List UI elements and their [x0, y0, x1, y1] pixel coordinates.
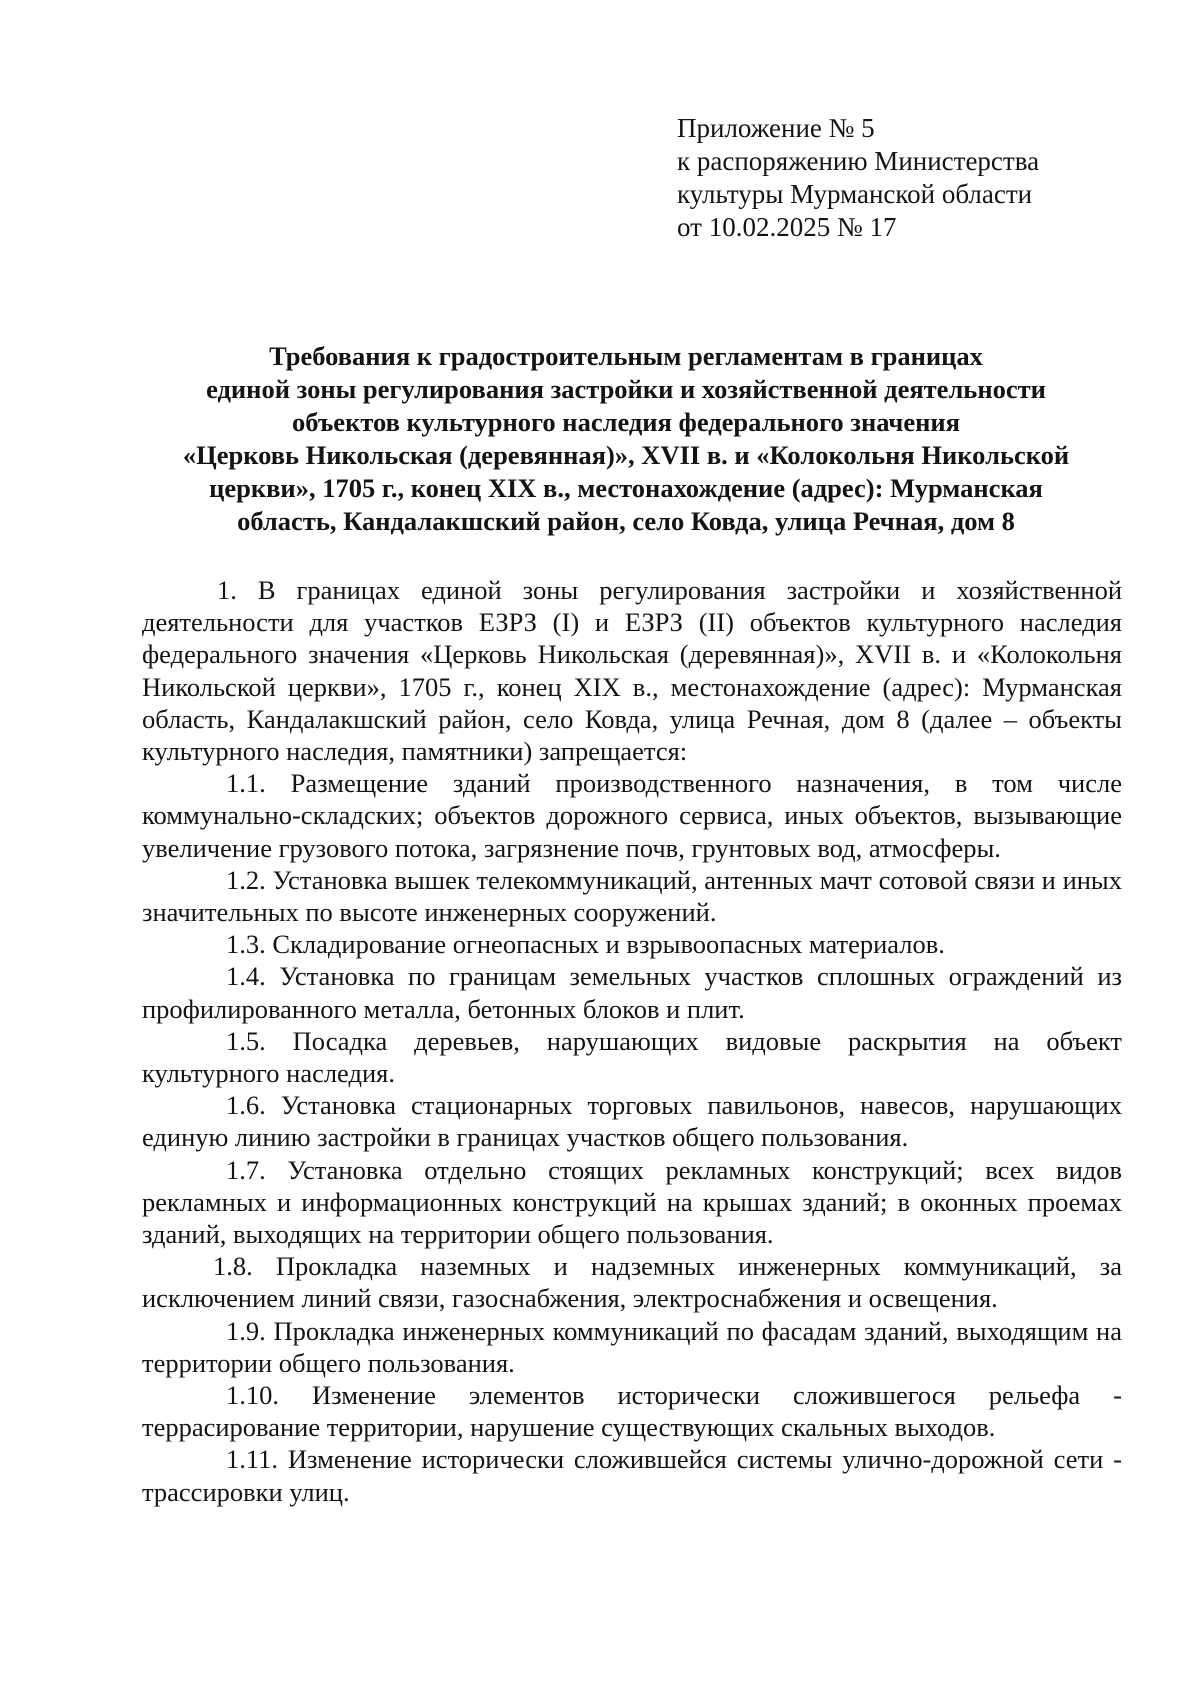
title-line: церкви», 1705 г., конец XIX в., местонахождение (адрес): Мурманская [209, 473, 1043, 503]
paragraph-1-2: 1.2. Установка вышек телекоммуникаций, антенных мачт сотовой связи и иных значительных по высоте инженерных сооружений. [142, 864, 1122, 928]
title-line: область, Кандалакшский район, село Ковда, улица Речная, дом 8 [237, 506, 1015, 536]
paragraph-1-8: 1.8. Прокладка наземных и надземных инженерных коммуникаций, за исключением линий связи, газоснабжения, электроснабжения и освещения. [142, 1251, 1122, 1314]
paragraph-1-4: 1.4. Установка по границам земельных участков сплошных ограждений из профилированного металла, бетонных блоков и плит. [142, 961, 1122, 1024]
paragraph-1-10: 1.10. Изменение элементов исторически сложившегося рельефа - террасирование территории, нарушение существующих скальных выходов. [142, 1380, 1122, 1443]
paragraph-1-9: 1.9. Прокладка инженерных коммуникаций по фасадам зданий, выходящим на территории общего пользования. [142, 1315, 1122, 1378]
title-line: единой зоны регулирования застройки и хозяйственной деятельности [206, 374, 1046, 404]
paragraph-1-1: 1.1. Размещение зданий производственного назначения, в том числе коммунально-складских; объектов дорожного сервиса, иных объектов, вызывающие увеличение грузового потока, загрязнение почв, грунтовых вод, атмосферы. [142, 768, 1122, 863]
paragraph-1-5: 1.5. Посадка деревьев, нарушающих видовые раскрытия на объект культурного наследия. [142, 1025, 1122, 1089]
annex-header [677, 112, 1039, 244]
annex-date-number: от 10.02.2025 № 17 [677, 212, 897, 242]
paragraph-1-3: 1.3. Складирование огнеопасных и взрывоопасных материалов. [226, 929, 945, 960]
paragraph-1-6: 1.6. Установка стационарных торговых павильонов, навесов, нарушающих единую линию застройки в границах участков общего пользования. [142, 1090, 1122, 1153]
document-body [142, 574, 1122, 1508]
title-line: объектов культурного наследия федерального значения [292, 407, 960, 437]
paragraph-1-11: 1.11. Изменение исторически сложившейся системы улично-дорожной сети - трассировки улиц. [142, 1444, 1122, 1507]
title-line: Требования к градостроительным регламентам в границах [269, 341, 983, 371]
paragraph-1: 1. В границах единой зоны регулирования застройки и хозяйственной деятельности для участков ЕЗРЗ (I) и ЕЗРЗ (II) объектов культурного наследия федерального значения «Церковь Никольская (деревянная)», XVII в. и «Колокольня Никольской церкви», 1705 г., конец XIX в., местонахождение (адрес): Мурманская область, Кандалакшский район, село Ковда, улица Речная, дом 8 (далее – объекты культурного наследия, памятники) запрещается: [142, 575, 1122, 767]
paragraph-1-7: 1.7. Установка отдельно стоящих рекламных конструкций; всех видов рекламных и информационных конструкций на крышах зданий; в оконных проемах зданий, выходящих на территории общего пользования. [142, 1154, 1122, 1250]
annex-number: Приложение № 5 [677, 113, 875, 143]
document-title [140, 340, 1112, 538]
title-line: «Церковь Никольская (деревянная)», XVII в. и «Колокольня Никольской [182, 440, 1070, 470]
annex-ministry: культуры Мурманской области [677, 179, 1033, 209]
annex-order-ref: к распоряжению Министерства [677, 146, 1040, 176]
